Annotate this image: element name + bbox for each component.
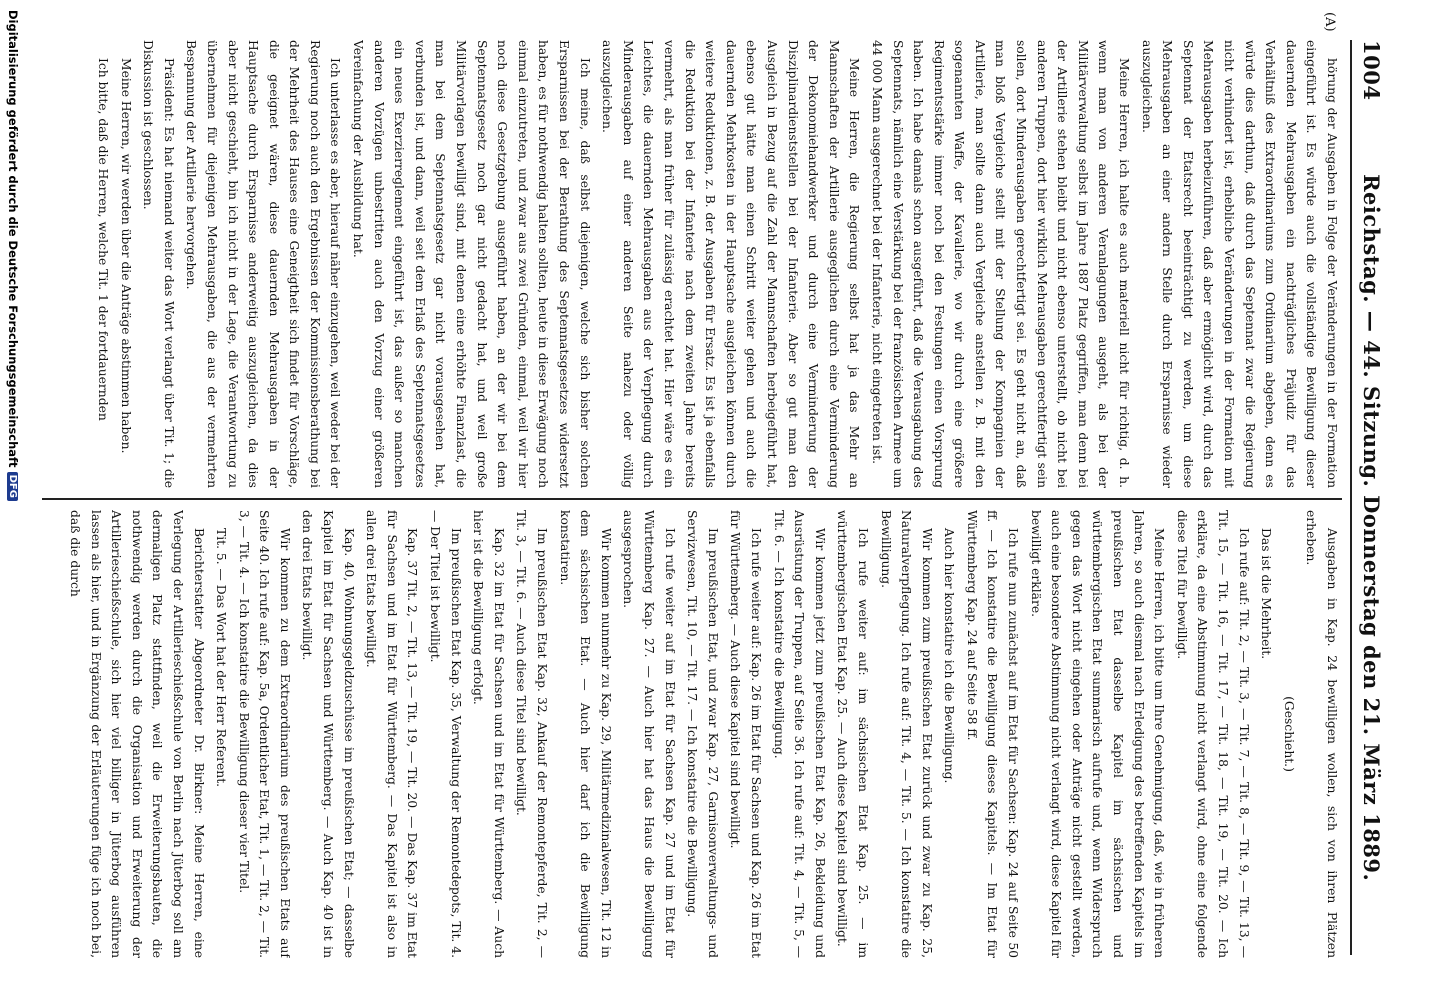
right-column-paragraph: Ich rufe weiter auf im Etat für Sachsen Kap. 27 und im Etat für Württemberg Kap. 27. — Auch hier hat das Haus die Bewilligung ausgesprochen. (621, 510, 677, 958)
left-column-paragraph: Präsident: Es hat niemand weiter das Wort verlangt über Tit. 1; die Diskussion ist geschlossen. (141, 40, 176, 488)
right-column-paragraph: Im preußischen Etat, und zwar Kap. 27, Garnisonverwaltungs- und Servizwesen, Tit. 10, — Tit. 17. — Ich konstatire die Bewilligung. (685, 510, 720, 958)
column-divider (42, 498, 1342, 500)
right-column-paragraph: Kap. 40, Wohnungsgeldzuschüsse im preußischen Etat; — dasselbe Kapitel im Etat für Sachsen und Württemberg. — Auch Kap. 40 ist in den drei Etats bewilligt. (300, 510, 356, 958)
right-column-paragraph: Im preußischen Etat Kap. 35, Verwaltung der Remontedepots, Tit. 4. — Der Titel ist bewilligt. (428, 510, 463, 958)
left-column-paragraph: Meine Herren, die Regierung selbst hat ja das Mehr an Mannschaften der Artillerie ausgeglichen durch eine Verminderung der Dekonomiehandwerker und durch eine Verminderung der Disziplinardienststellen bei der Infanterie. Aber so gut man den Ausgleich in Bezug auf die Zahl der Mannschaften herbeigeführt hat, ebenso gut hätte man einen Schritt weiter gehen und auch die dauernden Mehrkosten in der Hauptsache ausgleichen können durch weitere Reduktionen, z. B. der Ausgaben für Ersatz. Es ist ja ebenfalls die Reduktion bei der Infanterie nach dem zweiten Jahre bereits vermehrt, als man früher für zulässig erachtet hat. Hier wäre es ein Leichtes, die dauernden Mehrausgaben aus der Verpflegung durch Minderausgaben auf einer anderen Seite nahezu oder völlig auszugleichen. (600, 40, 862, 488)
margin-letter-a: (A) (1322, 12, 1337, 32)
dfg-logo: DFG (8, 472, 19, 501)
right-column-paragraph: Ich rufe weiter auf: Kap. 26 im Etat für Sachsen und Kap. 26 im Etat für Württemberg. — Auch diese Kapitel sind bewilligt. (728, 510, 763, 958)
right-column-paragraph: Tit. 5. — Das Wort hat der Herr Referent. (214, 528, 229, 788)
right-column-paragraph: Ich rufe weiter auf: im sächsischen Etat Kap. 25. — im württembergischen Etat Kap. 25. — Auch diese Kapitel sind bewilligt. (835, 510, 870, 958)
left-column-paragraph: hörung der Ausgaben in Folge der Veränderungen in der Formation eingeführt ist. Es würde auch die vollständige Bewilligung dieser dauernden Mehrausgaben ein nachträgliches Präjudiz für das Verhältniß des Extraordinariums zum Ordinarium abgeben, denn es würde dies darthun, daß durch das Septennat zwar die Regierung nicht verhindert ist, erhebliche Veränderungen in der Formation mit Mehrausgaben herbeizuführen, daß aber ermöglicht wird, durch das Septennat der Etatsrecht beeinträchtigt zu werden, um diese Mehrausgaben an einer andern Stelle durch Ersparnisse wieder auszugleichen. (1139, 40, 1339, 488)
digitization-credit: Digitalisierung gefördert durch die Deutsche Forschungsgemeinschaft (6, 10, 20, 468)
right-column-paragraph: Wir kommen zu dem Extraordinarium des preußischen Etats auf Seite 40. Ich rufe auf: Kap. 5a, Ordentlicher Etat, Tit. 1, — Tit. 2, — Tit. 3, — Tit. 4. — Ich konstatire die Bewilligung dieser vier Titel. (236, 510, 292, 958)
right-column-paragraph: Ich rufe auf: Tit. 2, — Tit. 3, — Tit. 7, — Tit. 8, — Tit. 9, — Tit. 13, — Tit. 15, — Tit. 16, — Tit. 17, — Tit. 18, — Tit. 19, — Tit. 20. — Ich erkläre, da eine Abstimmung nicht verlangt wird, ohne eine folgende diese Titel für bewilligt. (1174, 510, 1251, 958)
left-column-paragraph: Ich unterlasse es aber, hierauf näher einzugehen, weil weder bei der Regierung noch auch den Ergebnissen der Kommissionsberathung bei der Mehrheit des Hauses eine Geneigtheit sich findet für Vorschläge, die geeignet wären, diese dauernden Mehrausgaben in der Hauptsache durch Ersparnisse anderweitig auszugleichen, da dies aber nicht geschieht, bin ich nicht in der Lage, die Verantwortung zu übernehmen für diejenigen Mehrausgaben, die aus der vermehrten Bespannung der Artillerie hervorgehen. (184, 40, 343, 488)
right-column-paragraph: Wir kommen jetzt zum preußischen Etat Kap. 26, Bekleidung und Ausrüstung der Truppen, auf Seite 36. Ich rufe auf: Tit. 4, — Tit. 5, — Tit. 6. — Ich konstatire die Bewilligung. (771, 510, 827, 958)
left-column-paragraph: Meine Herren, wir werden über die Anträge abstimmen haben. (118, 58, 133, 454)
left-column-paragraph: Ich bitte, daß die Herren, welche Tit. 1 der fortdauernden (95, 58, 110, 421)
page-header (1350, 40, 1392, 955)
left-column-paragraph: Meine Herren, ich halte es auch materiell nicht für richtig, d. h. wenn man von anderen Veranlagungen ausgeht, als bei der Militärverwaltung selbst im Jahre 1887 Platz gegriffen, man denn bei der Artillerie stehen bleibt und nicht ebenso unterstellt, ob nicht bei anderen Truppen, dort hier wirklich Mehrausgaben gerechtfertigt sein sollen, dort Minderausgaben gerechtfertigt sei. Es geht nicht an, daß man bloß Vergleiche stellt mit der Stellung der Kompagnien der Artillerie, man sollte dann auch Vergleiche anstellen z. B. mit den sogenannten Waffe, der Kavallerie, wo wir durch eine größere Regimentsstärke immer noch bei den Festungen einen Vorsprung haben. Ich habe damals schon ausgeführt, daß die Verausgabung des Septennats, nämlich eine Verstärkung bei der französischen Armee um 44 000 Mann ausgerechnet bei der Infanterie, nicht eingetreten ist. (869, 40, 1132, 488)
right-column-paragraph: (Geschieht.) (1281, 696, 1296, 772)
right-column-paragraph: Ich rufe nun zunächst auf im Etat für Sachsen: Kap. 24 auf Seite 50 ff. — Ich konstatire die Bewilligung dieses Kapitels. — Im Etat für Württemberg Kap. 24 auf Seite 58 ff. (964, 510, 1021, 958)
right-column-paragraph: Kap. 32 im Etat für Sachsen und im Etat für Württemberg. — Auch hier ist die Bewilligung erfolgt. (471, 510, 506, 958)
page-number: 1004 (1359, 40, 1385, 101)
right-column-paragraph: Im preußischen Etat Kap. 32, Ankauf der Remontepferde, Tit. 2, — Tit. 3, — Tit. 6. — Auch diese Titel sind bewilligt. (514, 510, 550, 958)
right-column-paragraph: Wir kommen nunmehr zu Kap. 29, Militärmedizinalwesen, Tit. 12 in dem sächsischen Etat. — Auch hier darf ich die Bewilligung konstatiren. (557, 510, 613, 958)
right-column-paragraph: Meine Herren, ich bitte um Ihre Genehmigung, daß, wie in früheren Jahren, so auch diesmal nach Erledigung des betreffenden Kapitels im preußischen Etat dasselbe Kapitel im sächsischen und württembergischen Etat summarisch aufrufe und, wenn Widerspruch gegen das Wort nicht eingehen oder Anträge nicht gestellt werden, auch eine besondere Abstimmung nicht verlangt wird, diese Kapitel für bewilligt erkläre. (1028, 510, 1167, 958)
credit-strip (0, 0, 24, 1000)
left-column (42, 40, 1342, 488)
right-column-paragraph: Wir kommen zum preußischen Etat zurück und zwar zu Kap. 25, Naturalverpflegung. Ich rufe auf: Tit. 4, — Tit. 5. — Ich konstatire die Bewilligung. (878, 510, 934, 958)
right-column-paragraph: Auch hier konstatire ich die Bewilligung. (942, 528, 957, 784)
left-column-paragraph: Ich meine, daß selbst diejenigen, welche sich bisher solchen Ersparnissen bei der Berathung des Septennatsgesetzes widersetzt haben, es für nothwendig halten sollten, heute in diese Erwägung noch einmal einzutreten, und zwar aus zwei Gründen, einmal, weil wir hier noch diese Gesetzgebung ausgeführt haben, an der wir bei dem Septennatsgesetz noch gar nicht gedacht hat, und weil große Militärvorlagen bewilligt sind, mit denen eine erhöhte Finanzlast, die man bei dem Septennatsgesetz gar nicht vorausgesehen hat, verbunden ist, und dann, weil seit dem Erlaß des Septennatsgesetzes ein neues Exerzierreglement eingeführt ist, das außer so manchen anderen Vorzügen unbestritten auch den Vorzug einer größeren Vereinfachung der Ausbildung hat. (351, 40, 592, 488)
right-column-paragraph: Kap. 37 Tit. 2, — Tit. 13, — Tit. 19, — Tit. 20. — Das Kap. 37 im Etat für Sachsen und im Etat für Württemberg. — Das Kapitel ist also in allen drei Etats bewilligt. (364, 510, 420, 958)
right-column-paragraph: Berichterstatter Abgeordneter Dr. Birkner: Meine Herren, eine Verlegung der Artillerieschießschule von Berlin nach Jüterbog soll am dermaligen Platz stattfinden, weil die Erweiterungsbauten, die nothwendig werden durch die Organisation und Erweiterung der Artillerieschießschule, sich hier viel billiger in Jüterbog ausführen lassen als hier, und in Ergänzung der Erläuterungen füge ich noch bei, daß die durch (67, 510, 206, 958)
right-column (42, 510, 1342, 958)
right-column-paragraph: Das ist die Mehrheit. (1259, 528, 1274, 660)
right-column-paragraph: Ausgaben in Kap. 24 bewilligen wollen, sich von ihren Plätzen erheben. (1304, 510, 1339, 958)
page-header-title: Reichstag. — 44. Sitzung. Donnerstag den 21. März 1889. (1359, 174, 1385, 882)
